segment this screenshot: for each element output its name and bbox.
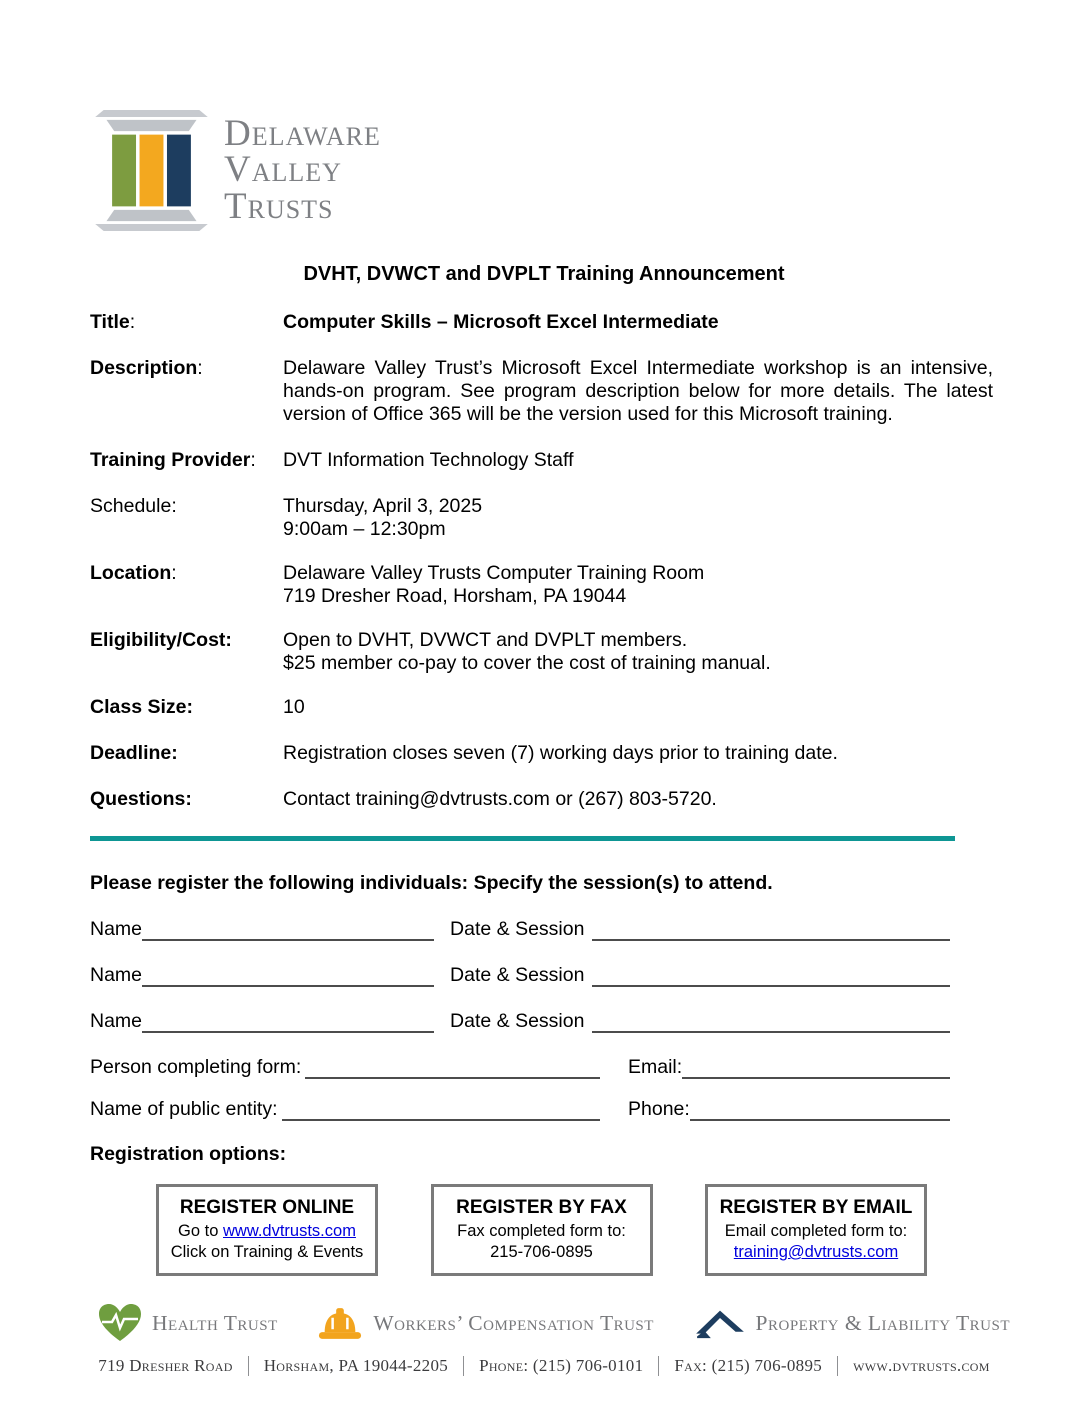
value-schedule (283, 495, 993, 541)
row-deadline (90, 742, 993, 765)
row-questions (90, 788, 993, 811)
label-schedule: Schedule: (90, 495, 177, 517)
property-liability-trust-label: Property & Liability Trust (755, 1310, 1010, 1335)
register-by-email-title: REGISTER BY EMAIL (719, 1197, 913, 1218)
value-description: Delaware Valley Trust’s Microsoft Excel Intermediate workshop is an intensive, hands-on program. See program description below for more details. The latest version of Office 365 will be the version used for this Microsoft training. (283, 357, 993, 425)
label-training-provider: Training Provider: (90, 449, 256, 471)
registrant-row-1 (90, 917, 950, 941)
email-blank-line (682, 1058, 950, 1079)
label-deadline: Deadline: (90, 742, 178, 764)
value-title: Computer Skills – Microsoft Excel Intermediate (283, 311, 719, 333)
trust-logos-row (0, 1303, 1088, 1343)
phone-label: Phone: (628, 1098, 690, 1120)
register-online-title: REGISTER ONLINE (179, 1197, 355, 1218)
label-eligibility: Eligibility/Cost: (90, 629, 232, 651)
registrant-row-3 (90, 1009, 950, 1033)
date-session-blank-line (592, 1012, 950, 1033)
footer-street: 719 Dresher Road (98, 1356, 233, 1375)
registration-options-label: Registration options: (90, 1143, 287, 1165)
footer-phone: Phone: (215) 706-0101 (463, 1356, 658, 1376)
row-eligibility (90, 629, 993, 675)
footer-fax: Fax: (215) 706-0895 (658, 1356, 837, 1376)
email-instruction-text: Email completed form to: (724, 1222, 908, 1240)
register-heading: Please register the following individuals: Specify the session(s) to attend. (90, 872, 773, 894)
health-trust-label: Health Trust (152, 1310, 278, 1335)
dvt-logo (95, 110, 381, 231)
row-location (90, 562, 993, 608)
name-label: Name (90, 1010, 143, 1032)
value-questions: Contact training@dvtrusts.com or (267) 803-5720. (283, 788, 717, 810)
value-class-size: 10 (283, 696, 305, 718)
label-questions: Questions: (90, 788, 192, 810)
value-deadline: Registration closes seven (7) working days prior to training date. (283, 742, 838, 764)
person-completing-label: Person completing form: (90, 1056, 302, 1078)
footer-address-bar (0, 1356, 1088, 1376)
location-address: 719 Dresher Road, Horsham, PA 19044 (283, 585, 627, 607)
row-title (90, 311, 993, 334)
row-schedule (90, 495, 993, 541)
email-label: Email: (628, 1056, 683, 1078)
announcement-title: DVHT, DVWCT and DVPLT Training Announcement (303, 263, 785, 285)
date-session-blank-line (592, 920, 950, 941)
schedule-time: 9:00am – 12:30pm (283, 518, 446, 540)
registration-section (90, 872, 950, 1166)
value-eligibility (283, 629, 993, 675)
roof-icon (694, 1307, 746, 1340)
column-pillars-icon (95, 110, 208, 231)
page-footer (0, 1303, 1088, 1376)
person-blank-line (305, 1058, 600, 1079)
footer-website: www.dvtrusts.com (837, 1356, 1005, 1376)
eligibility-line: Open to DVHT, DVWCT and DVPLT members. (283, 629, 688, 651)
date-session-label: Date & Session (450, 918, 585, 940)
training-events-text: Click on Training & Events (170, 1243, 364, 1261)
row-class-size (90, 696, 993, 719)
entity-phone-row (90, 1097, 950, 1121)
registrant-row-2 (90, 963, 950, 987)
name-blank-line (142, 920, 434, 941)
name-label: Name (90, 918, 143, 940)
label-description: Description: (90, 357, 203, 379)
teal-divider (90, 836, 955, 841)
registration-options-boxes (156, 1184, 927, 1276)
announcement-body (90, 311, 993, 1276)
training-email-link[interactable]: training@dvtrusts.com (733, 1243, 899, 1261)
entity-blank-line (282, 1100, 600, 1121)
logo-line-1: Delaware (224, 113, 381, 155)
cost-line: $25 member co-pay to cover the cost of training manual. (283, 652, 771, 674)
fax-instruction-text: Fax completed form to: (457, 1222, 626, 1240)
phone-blank-line (690, 1100, 950, 1121)
health-trust-logo (98, 1303, 278, 1343)
name-blank-line (142, 1012, 434, 1033)
value-location (283, 562, 993, 608)
register-online-box (156, 1184, 378, 1276)
schedule-date: Thursday, April 3, 2025 (283, 495, 483, 517)
heart-pulse-icon (98, 1303, 142, 1343)
date-session-label: Date & Session (450, 1010, 585, 1032)
name-blank-line (142, 966, 434, 987)
hard-hat-icon (317, 1305, 363, 1342)
location-name: Delaware Valley Trusts Computer Training Room (283, 562, 705, 584)
date-session-blank-line (592, 966, 950, 987)
dvtrusts-website-link[interactable]: www.dvtrusts.com (223, 1222, 356, 1240)
register-by-fax-box (431, 1184, 653, 1276)
logo-wordmark (224, 113, 381, 227)
register-by-fax-title: REGISTER BY FAX (456, 1197, 627, 1218)
logo-line-3: Trusts (224, 185, 334, 227)
person-email-row (90, 1055, 950, 1079)
label-title: Title: (90, 311, 136, 333)
name-label: Name (90, 964, 143, 986)
row-training-provider (90, 449, 993, 472)
footer-city: Horsham, PA 19044-2205 (248, 1356, 463, 1376)
logo-line-2: Valley (224, 149, 342, 191)
workers-compensation-trust-logo (317, 1305, 654, 1342)
workers-compensation-trust-label: Workers’ Compensation Trust (373, 1310, 654, 1335)
label-location: Location: (90, 562, 177, 584)
property-liability-trust-logo (694, 1307, 1010, 1340)
fax-number: 215-706-0895 (490, 1243, 593, 1261)
register-by-email-box (705, 1184, 927, 1276)
row-description (90, 357, 993, 426)
label-class-size: Class Size: (90, 696, 193, 718)
date-session-label: Date & Session (450, 964, 585, 986)
public-entity-label: Name of public entity: (90, 1098, 278, 1120)
go-to-text: Go to (178, 1222, 223, 1240)
value-training-provider: DVT Information Technology Staff (283, 449, 574, 471)
